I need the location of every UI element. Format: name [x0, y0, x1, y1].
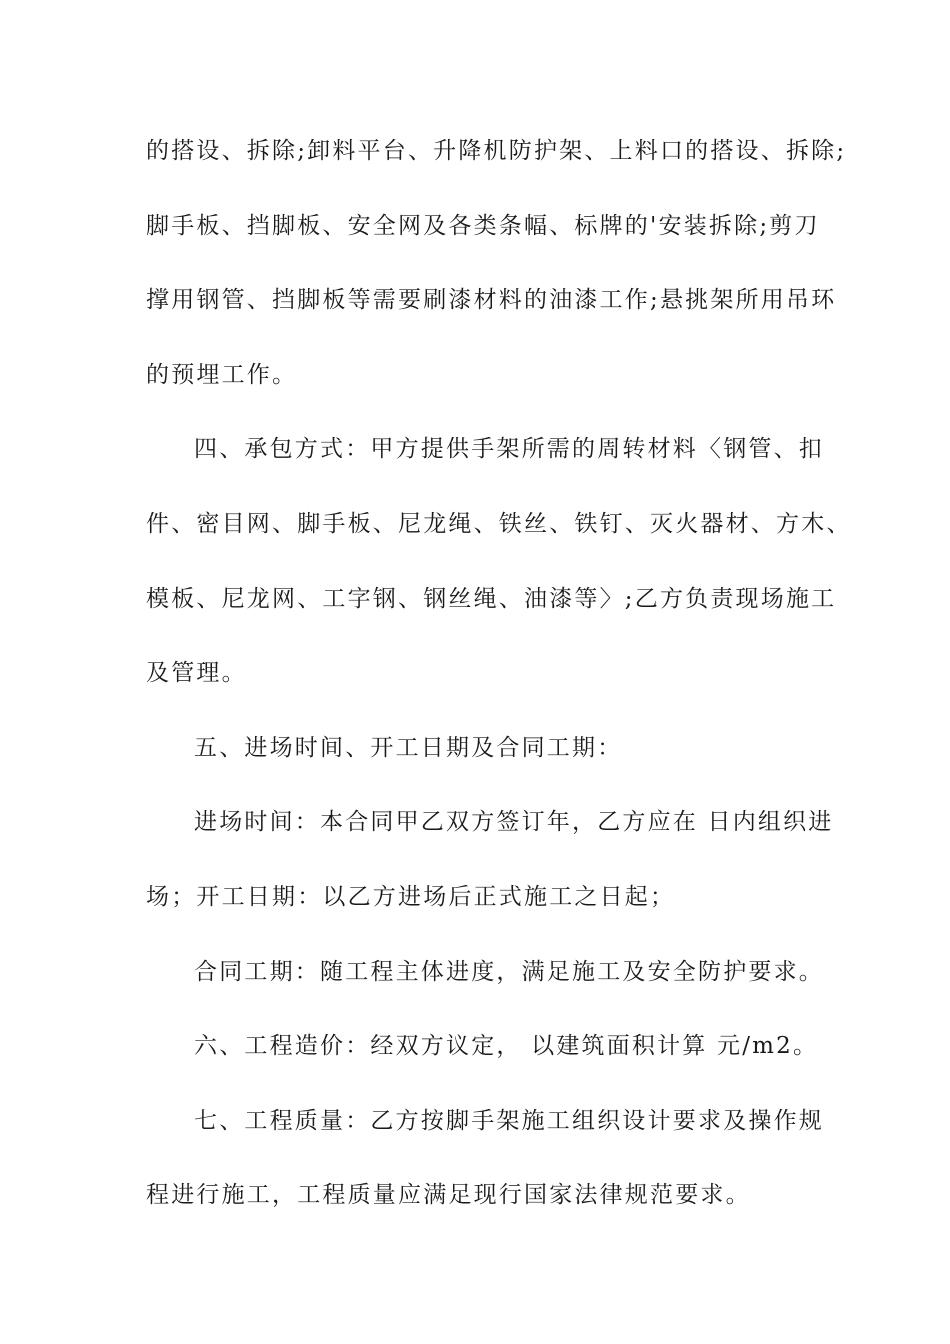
section-four-heading-line: 四、承包方式：甲方提供手架所需的周转材料〈钢管、扣 — [194, 436, 824, 463]
text-line-3: 撑用钢管、挡脚板等需要刷漆材料的油漆工作;悬挑架所用吊环 — [146, 287, 837, 314]
contract-period-line: 合同工期：随工程主体进度，满足施工及安全防护要求。 — [194, 958, 824, 985]
start-date-line: 场；开工日期：以乙方进场后正式施工之日起； — [146, 883, 676, 910]
text-line-1: 的搭设、拆除;卸料平台、升降机防护架、上料口的搭设、拆除; — [146, 138, 847, 164]
text-line-8: 及管理。 — [146, 660, 247, 687]
section-seven-heading-line: 七、工程质量：乙方按脚手架施工组织设计要求及操作规 — [194, 1107, 824, 1134]
entry-time-line: 进场时间：本合同甲乙双方签订年，乙方应在 日内组织进 — [194, 809, 834, 836]
text-line-4: 的预埋工作。 — [146, 361, 298, 388]
text-line-15: 程进行施工，工程质量应满足现行国家法律规范要求。 — [146, 1182, 751, 1209]
section-five-heading-line: 五、进场时间、开工日期及合同工期： — [194, 734, 623, 761]
document-body — [146, 128, 852, 1247]
text-line-6: 件、密目网、脚手板、尼龙绳、铁丝、铁钉、灭火器材、方木、 — [146, 510, 852, 537]
text-line-7: 模板、尼龙网、工字钢、钢丝绳、油漆等〉;乙方负责现场施工 — [146, 585, 837, 612]
section-six-heading-line: 六、工程造价：经双方议定， 以建筑面积计算 元/m2。 — [194, 1033, 819, 1060]
text-line-2: 脚手板、挡脚板、安全网及各类条幅、标牌的'安装拆除;剪刀 — [146, 212, 820, 239]
